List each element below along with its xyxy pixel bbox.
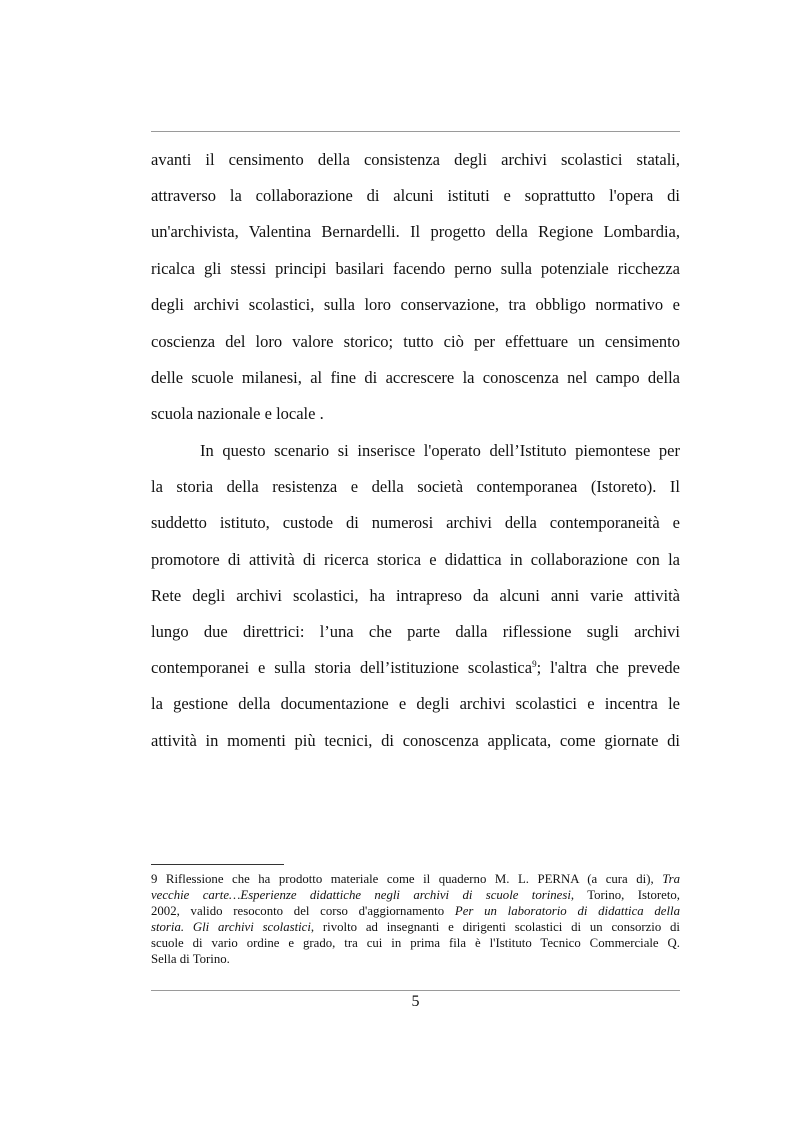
footnote-text: 2002, valido resoconto del corso d'aggiornamento	[151, 904, 445, 918]
footnote-separator	[151, 864, 284, 865]
footnote-text: 9 Riflessione che ha prodotto materiale come il quaderno M. L. PERNA (a cura di),	[151, 872, 654, 886]
body-line-15	[151, 656, 680, 680]
body-line-14: lungo due direttrici: l’una che parte dalla riflessione sugli archivi	[151, 622, 680, 641]
body-line-16: la gestione della documentazione e degli archivi scolastici e incentra le	[151, 694, 680, 713]
body-line-5: degli archivi scolastici, sulla loro conservazione, tra obbligo normativo e	[151, 295, 680, 314]
body-line-10: la storia della resistenza e della società contemporanea (Istoreto). Il	[151, 477, 680, 496]
body-line-9: In questo scenario si inserisce l'operato dell’Istituto piemontese per	[200, 441, 680, 460]
footnote-line-6: Sella di Torino.	[151, 952, 230, 966]
body-line-15-start: contemporanei e sulla storia dell’istituzione scolastica	[151, 658, 533, 677]
body-line-11: suddetto istituto, custode di numerosi archivi della contemporaneità e	[151, 513, 680, 532]
body-line-15-end: ; l'altra che prevede	[536, 658, 680, 677]
footnote-italic-title: Tra	[662, 872, 680, 886]
body-line-6: coscienza del loro valore storico; tutto ciò per effettuare un censimento	[151, 332, 680, 351]
footnote-line-4	[151, 920, 680, 935]
footnote-italic-title: Per un laboratorio di didattica della	[454, 904, 680, 918]
body-line-12: promotore di attività di ricerca storica e didattica in collaborazione con la	[151, 550, 680, 569]
footnote-line-2	[151, 888, 680, 903]
body-line-8: scuola nazionale e locale .	[151, 404, 324, 423]
header-rule	[151, 131, 680, 132]
footnote-italic-title: storia. Gli archivi scolastici	[151, 920, 311, 934]
footnote-line-5: scuole di vario ordine e grado, tra cui in prima fila è l'Istituto Tecnico Commerciale Q.	[151, 936, 680, 950]
body-line-7: delle scuole milanesi, al fine di accrescere la conoscenza nel campo della	[151, 368, 680, 387]
body-line-1: avanti il censimento della consistenza degli archivi scolastici statali,	[151, 150, 680, 169]
footnote-line-3	[151, 904, 680, 919]
footer-rule	[151, 990, 680, 991]
footnote-reference[interactable]: 9	[532, 659, 537, 669]
footnote-text: , Torino, Istoreto,	[570, 888, 680, 902]
body-line-17: attività in momenti più tecnici, di conoscenza applicata, come giornate di	[151, 731, 680, 750]
footnote-italic-title: vecchie carte…Esperienze didattiche negli archivi di scuole torinesi	[151, 888, 571, 902]
page-number: 5	[411, 993, 420, 1010]
body-line-13: Rete degli archivi scolastici, ha intrapreso da alcuni anni varie attività	[151, 586, 680, 605]
body-line-3: un'archivista, Valentina Bernardelli. Il progetto della Regione Lombardia,	[151, 222, 680, 241]
body-line-4: ricalca gli stessi principi basilari facendo perno sulla potenziale ricchezza	[151, 259, 680, 278]
footnote-text: , rivolto ad insegnanti e dirigenti scolastici di un consorzio di	[310, 920, 680, 934]
body-line-2: attraverso la collaborazione di alcuni istituti e soprattutto l'opera di	[151, 186, 680, 205]
footnote-line-1	[151, 872, 680, 887]
